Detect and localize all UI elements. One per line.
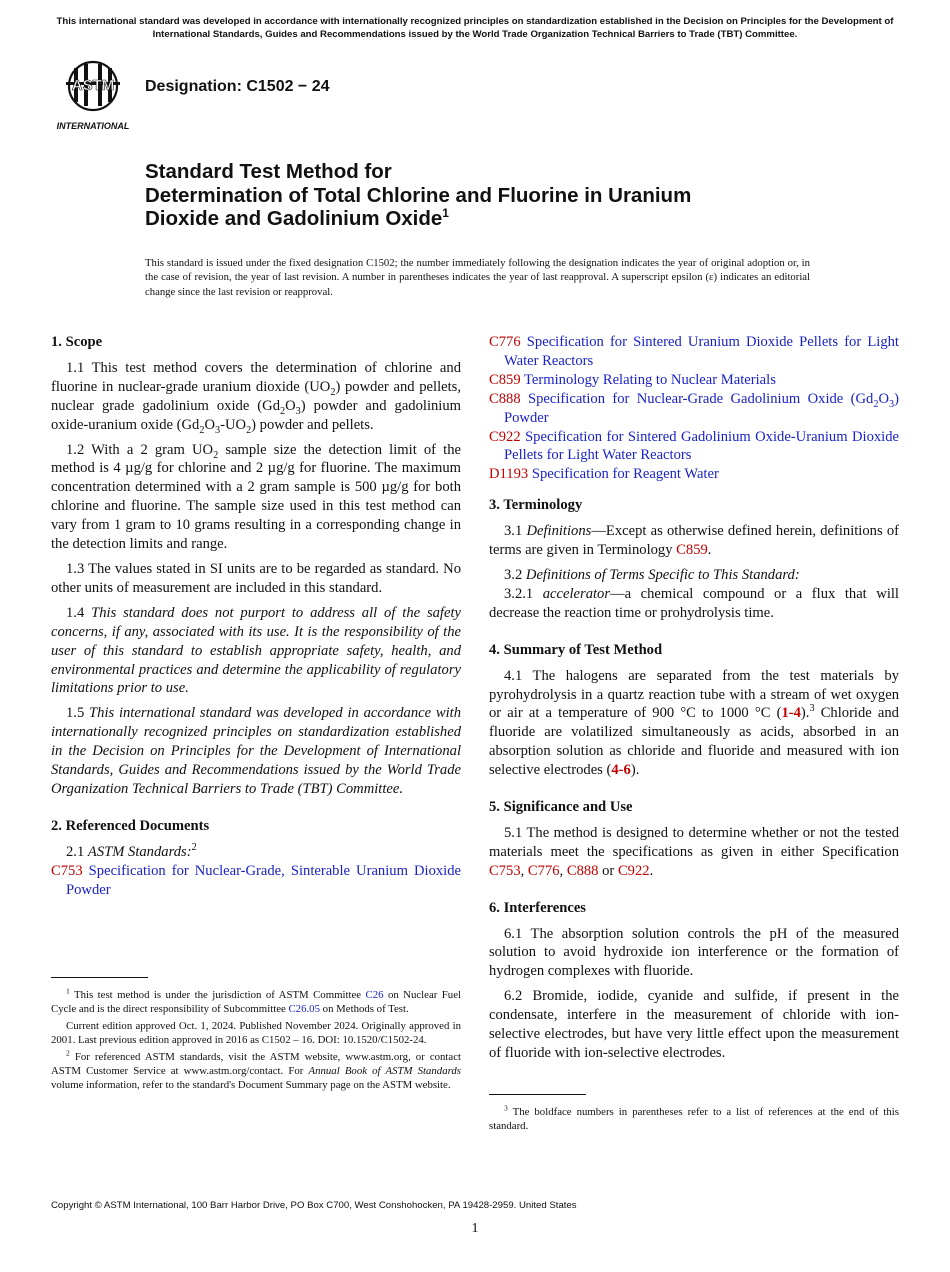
para-5-1: 5.1 The method is designed to determine whether or not the tested materials meet the specifications as given in either Specification C753, C776, C888 or C922.: [489, 824, 899, 879]
copyright: Copyright © ASTM International, 100 Barr Harbor Drive, PO Box C700, West Conshohocken, PA 19428-2959. United States: [51, 1200, 577, 1211]
ref-item-c859[interactable]: C859 Terminology Relating to Nuclear Materials: [489, 371, 776, 388]
section-scope-heading: 1. Scope: [51, 334, 103, 350]
para-1-4: 1.4 This standard does not purport to address all of the safety concerns, if any, associated with its use. It is the responsibility of the user of this standard to establish appropriate safety, health, and environmental practices and determine the applicability of regulatory limitations prior to use.: [51, 604, 461, 697]
ref-item-c753[interactable]: C753 Specification for Nuclear-Grade, Sinterable Uranium Dioxide Powder: [51, 862, 461, 898]
para-6-2: 6.2 Bromide, iodide, cyanide and sulfide, if present in the condensate, interfere in the measurement of chloride with ion-selective electrodes, but have very little effect upon the measurement of fluoride with ion-selective electrodes.: [489, 988, 899, 1061]
title-footnote-mark: 1: [442, 206, 449, 221]
section-interferences-heading: 6. Interferences: [489, 899, 586, 916]
right-column: [489, 333, 899, 1069]
link-c888[interactable]: C888: [566, 862, 599, 879]
para-1-5: 1.5 This international standard was developed in accordance with internationally recognized principles on standardization established in the Decision on Principles for the Development of International Standards, Guides and Recommendations issued by the World Trade Organization Technical Barriers to Trade (TBT) Committee.: [51, 705, 462, 797]
astm-logo: [52, 58, 134, 132]
section-terminology-heading: 3. Terminology: [489, 497, 583, 514]
para-1-2: 1.2 With a 2 gram $UO_2$ sample size the detection limit of the method is 4 µg/g for chlorine and 2 µg/g for fluorine. The maximum concentration determined with a 2 gram sample is 500 µg/g for both chlorine and fluorine. The sample size used in this test method can vary from 1 gram to 10 grams resulting in a corresponding change in the detection limits and range.: [51, 441, 462, 553]
link-c753[interactable]: C753: [489, 862, 521, 879]
para-3-1: 3.1 Definitions—Except as otherwise defined herein, definitions of terms are given in Terminology C859.: [489, 523, 899, 559]
para-1-1: 1.1 This test method covers the determination of chlorine and fluorine in nuclear-grade uranium dioxide $(UO_2)$ powder and pellets, nuclear grade gadolinium oxide $(Gd_2O_3)$ powder and gadolinium oxide-uranium oxide $(Gd_2O_3-UO_2)$ powder and pellets.: [51, 359, 461, 436]
footnote-3: $^3$ The boldface numbers in parentheses refer to a list of references at the end of this standard.: [489, 1103, 899, 1133]
link-c776[interactable]: C776: [527, 862, 560, 879]
link-c922[interactable]: C922: [617, 862, 650, 879]
ref-4-6[interactable]: 4-6: [611, 762, 631, 779]
section-summary-heading: 4. Summary of Test Method: [489, 641, 663, 658]
link-c26[interactable]: C26: [365, 989, 384, 1001]
ref-1-4[interactable]: 1-4: [781, 705, 801, 722]
ref-item-c888[interactable]: C888 Specification for Nuclear-Grade Gadolinium Oxide $(Gd_2O_3)$ Powder: [489, 390, 899, 426]
ref-item-c922[interactable]: C922 Specification for Sintered Gadolinium Oxide-Uranium Dioxide Pellets for Light Water Reactors: [489, 428, 899, 464]
ref-item-c776[interactable]: C776 Specification for Sintered Uranium Dioxide Pellets for Light Water Reactors: [489, 334, 899, 369]
section-referenced-heading: 2. Referenced Documents: [51, 817, 210, 834]
para-4-1: 4.1 The halogens are separated from the test materials by pyrohydrolysis in a quartz reaction tube with a stream of wet oxygen or air at a temperature of 900 °C to 1000 °C (1-4).$^3$ Chloride and fluoride are volatilized simultaneously as acids, absorbed in an absorption solution as chloride and fluoride and measured with ion selective electrodes (4-6).: [489, 667, 899, 779]
designation: Designation: C1502 − 24: [145, 78, 330, 95]
ref-item-d1193[interactable]: D1193 Specification for Reagent Water: [489, 466, 719, 483]
logo-subtext: INTERNATIONAL: [56, 121, 130, 131]
title-line-1: Standard Test Method for: [145, 160, 392, 183]
footnote-2: $^2$ For referenced ASTM standards, visit the ASTM website, www.astm.org, or contact ASTM Customer Service at www.astm.org/contact. For Annual Book of ASTM Standards volume information, refer to the standard's Document Summary page on the ASTM website.: [51, 1048, 461, 1092]
page-number: 1: [471, 1221, 479, 1236]
link-c859[interactable]: C859: [676, 542, 708, 559]
para-3-2: 3.2 Definitions of Terms Specific to This Standard:: [504, 566, 800, 583]
para-1-3: 1.3 The values stated in SI units are to be regarded as standard. No other units of measurement are included in this standard.: [51, 560, 461, 596]
para-6-1: 6.1 The absorption solution controls the pH of the measured solution to avoid hydroxide ion interference or the formation of hydrogen complexes with fluoride.: [489, 925, 899, 980]
section-significance-heading: 5. Significance and Use: [489, 799, 633, 816]
title-line-3: Dioxide and Gadolinium Oxide$^1$: [145, 206, 449, 230]
para-2-1: 2.1 ASTM Standards:$^2$: [66, 841, 197, 860]
left-footnotes: [51, 977, 461, 1095]
footnote-1-edition: Current edition approved Oct. 1, 2024. Published November 2024. Originally approved in 2001. Last previous edition approved in 2016 as C1502 – 16. DOI: 10.1520/C1502-24.: [51, 1019, 461, 1047]
left-column: [51, 333, 461, 899]
footnote-1: $^1$ This test method is under the jurisdiction of ASTM Committee C26 on Nuclear Fuel Cycle and is the direct responsibility of Subcommittee C26.05 on Methods of Test.: [51, 986, 461, 1016]
logo-text: ASTM: [71, 77, 115, 94]
title-line-2: Determination of Total Chlorine and Fluorine in Uranium: [145, 183, 692, 207]
right-footnotes: [489, 1094, 899, 1136]
preamble: This standard is issued under the fixed designation C1502; the number immediately following the designation indicates the year of original adoption or, in the case of revision, the year of last revision. A number in parentheses indicates the year of last reapproval. A superscript epsilon (ε) indicates an editorial change since the last revision or reapproval.: [145, 257, 810, 298]
document-title: [145, 160, 865, 231]
para-3-2-1: 3.2.1 accelerator—a chemical compound or a flux that will decrease the reaction time or prohydrolysis time.: [489, 585, 899, 621]
link-c26-05[interactable]: C26.05: [288, 1003, 320, 1016]
trade-notice: This international standard was developed in accordance with internationally recognized principles on standardization established in the Decision on Principles for the Development of International Standards, Guides and Recommendations issued by the World Trade Organization Technical Barriers to Trade (TBT) Committee.: [56, 16, 894, 40]
